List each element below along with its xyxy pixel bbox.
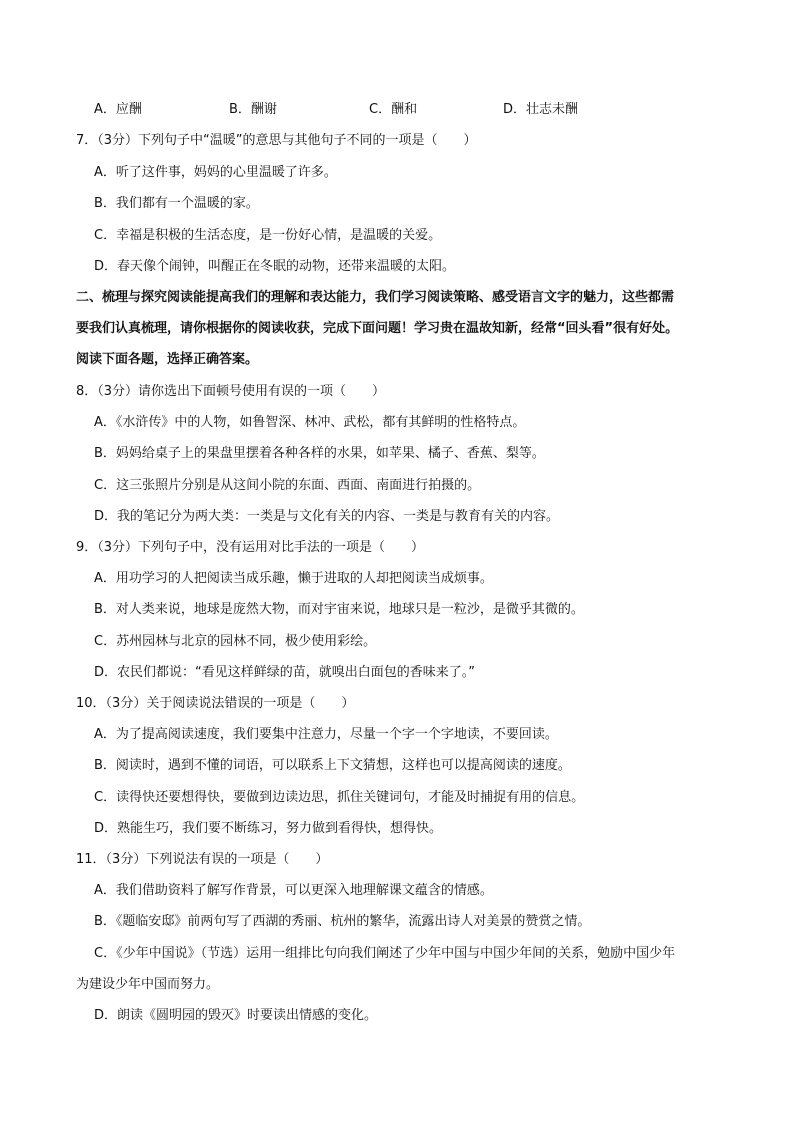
- q8-option-d: D．我的笔记分为两大类：一类是与文化有关的内容、一类是与教育有关的内容。: [94, 509, 560, 524]
- q7-stem: 7．（3分）下列句子中“温暖”的意思与其他句子不同的一项是（ ）: [76, 133, 477, 148]
- q7-option-c: C．幸福是积极的生活态度，是一份好心情，是温暖的关爱。: [94, 228, 442, 243]
- q10-option-c: C．读得快还要想得快，要做到边读边思，抓住关键词句，才能及时捕捉有用的信息。: [94, 790, 585, 805]
- q10-option-a: A．为了提高阅读速度，我们要集中注意力，尽量一个字一个字地读，不要回读。: [94, 727, 558, 742]
- q6-option-b: B．酬谢: [229, 102, 277, 117]
- q6-option-a: A．应酬: [94, 102, 142, 117]
- q11-option-b: B．《题临安邸》前两句写了西湖的秀丽、杭州的繁华，流露出诗人对美景的赞赏之情。: [94, 914, 591, 929]
- q9-option-a: A．用功学习的人把阅读当成乐趣，懒于进取的人却把阅读当成烦事。: [94, 571, 493, 586]
- q8-stem: 8．（3分）请你选出下面顿号使用有误的一项（ ）: [76, 384, 386, 399]
- q11-option-a: A．我们借助资料了解写作背景，可以更深入地理解课文蕴含的情感。: [94, 883, 493, 898]
- q10-stem: 10．（3分）关于阅读说法错误的一项是（ ）: [76, 696, 355, 711]
- q10-option-d: D．熟能生巧，我们要不断练习，努力做到看得快，想得快。: [94, 821, 443, 836]
- q9-option-d: D．农民们都说：“看见这样鲜绿的苗，就嗅出白面包的香味来了。”: [94, 665, 475, 680]
- section2-line-1: 二、梳理与探究阅读能提高我们的理解和表达能力，我们学习阅读策略、感受语言文字的魅力，这些都需: [76, 290, 675, 305]
- q8-option-a: A．《水浒传》中的人物，如鲁智深、林冲、武松，都有其鲜明的性格特点。: [94, 415, 526, 430]
- section2-line-2: 要我们认真梳理，请你根据你的阅读收获，完成下面问题！学习贵在温故知新，经常“回头看”很有好处。: [76, 321, 679, 336]
- q7-option-a: A．听了这件事，妈妈的心里温暖了许多。: [94, 165, 337, 180]
- q11-option-d: D．朗读《圆明园的毁灭》时要读出情感的变化。: [94, 1008, 378, 1023]
- section2-line-3: 阅读下面各题，选择正确答案。: [76, 352, 259, 367]
- q9-stem: 9．（3分）下列句子中，没有运用对比手法的一项是（ ）: [76, 540, 425, 555]
- q11-stem: 11．（3分）下列说法有误的一项是（ ）: [76, 852, 329, 867]
- q8-option-c: C．这三张照片分别是从这间小院的东面、西面、南面进行拍摄的。: [94, 478, 481, 493]
- q8-option-b: B．妈妈给桌子上的果盘里摆着各种各样的水果，如苹果、橘子、香蕉、梨等。: [94, 446, 545, 461]
- q6-option-d: D．壮志未酬: [503, 102, 579, 117]
- q11-option-c-continued: 为建设少年中国而努力。: [76, 977, 220, 992]
- q7-option-d: D．春天像个闹钟，叫醒正在冬眠的动物，还带来温暖的太阳。: [94, 259, 456, 274]
- q9-option-c: C．苏州园林与北京的园林不同，极少使用彩绘。: [94, 634, 377, 649]
- q10-option-b: B．阅读时，遇到不懂的词语，可以联系上下文猜想，这样也可以提高阅读的速度。: [94, 758, 571, 773]
- q9-option-b: B．对人类来说，地球是庞然大物，而对宇宙来说，地球只是一粒沙，是微乎其微的。: [94, 602, 584, 617]
- q11-option-c: C．《少年中国说》（节选）运用一组排比句向我们阐述了少年中国与中国少年间的关系，勉励中国少年: [94, 946, 676, 961]
- q6-option-c: C．酬和: [369, 102, 418, 117]
- q7-option-b: B．我们都有一个温暖的家。: [94, 196, 259, 211]
